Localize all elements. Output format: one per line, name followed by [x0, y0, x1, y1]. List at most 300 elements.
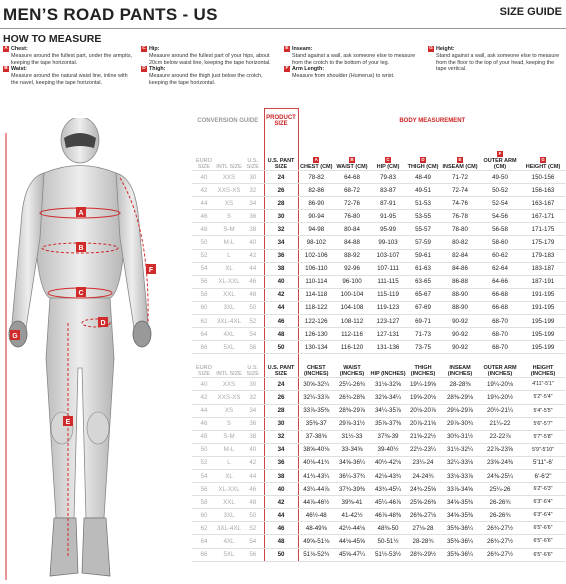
table-cell: XL-XXL	[216, 275, 242, 288]
table-cell: 78-82	[298, 171, 334, 184]
column-header-text: WAIST (CM)	[336, 164, 368, 170]
marker-f: F	[148, 267, 154, 274]
table-cell: 6'3"-6'4"	[520, 496, 566, 509]
column-header-text: HIP (INCHES)	[370, 371, 406, 378]
table-cell: 68-70	[480, 341, 520, 354]
column-header	[480, 133, 520, 171]
table-cell: 44	[264, 301, 298, 314]
column-header-text: INSEAM (INCHES)	[447, 365, 473, 378]
instruction-text: Stand against a wall, ask someone else to measure from the crotch to the bottom of your leg.	[292, 53, 416, 66]
letter-badge: A	[314, 157, 318, 162]
column-header	[264, 354, 298, 378]
column-header	[334, 354, 370, 378]
table-cell: 29⅞-31½	[334, 417, 370, 430]
inches-data-row	[192, 496, 566, 509]
table-cell: 37¾-39⅜	[334, 483, 370, 496]
body-figure	[0, 118, 190, 584]
table-cell: 123-127	[370, 315, 406, 328]
column-header-text: INSEAM (CM)	[442, 164, 478, 170]
instruction-text: Measure around the thigh just below the crotch, keeping the tape horizontal.	[149, 73, 263, 86]
table-cell: 191-195	[520, 301, 566, 314]
inches-data-row	[192, 430, 566, 443]
table-cell: 42	[242, 249, 264, 262]
table-cell: 48	[242, 288, 264, 301]
table-cell: 6'2"-6'3"	[520, 483, 566, 496]
column-header	[242, 354, 264, 378]
column-header	[216, 354, 242, 378]
table-cell: 28	[264, 197, 298, 210]
table-cell: 179-183	[520, 249, 566, 262]
instruction-text: Stand against a wall, ask someone else to measure from the floor to the top of your head, keeping the tape vertical.	[436, 53, 560, 73]
cm-data-row	[192, 315, 566, 328]
table-cell: 191-195	[520, 288, 566, 301]
column-header-text: CHEST (CM)	[300, 164, 333, 170]
table-cell: 35⅜-36¼	[440, 548, 480, 561]
table-group-header	[192, 109, 566, 133]
table-cell: 91-95	[370, 210, 406, 223]
table-cell: 100-104	[334, 288, 370, 301]
table-cell: 66-68	[480, 288, 520, 301]
inches-data-row	[192, 391, 566, 404]
table-cell: 62	[192, 522, 216, 535]
table-cell: L	[216, 249, 242, 262]
table-cell: 58-60	[480, 236, 520, 249]
column-header-text: HEIGHT (INCHES)	[530, 365, 556, 378]
table-cell: 5XL	[216, 341, 242, 354]
title-divider	[0, 28, 566, 29]
table-cell: 88-92	[334, 249, 370, 262]
table-cell: 28⅜-29⅞	[334, 404, 370, 417]
table-cell: 163-167	[520, 197, 566, 210]
table-cell: 19⅝-20⅛	[406, 391, 440, 404]
table-cell: 40½-42⅛	[370, 456, 406, 469]
table-cell: 19¼-19⅝	[406, 378, 440, 391]
table-cell: 87-91	[370, 197, 406, 210]
marker-d: D	[100, 320, 106, 327]
column-header-text: HEIGHT (CM)	[525, 164, 561, 170]
table-cell: 5'7"-5'8"	[520, 430, 566, 443]
table-cell: 195-199	[520, 315, 566, 328]
table-cell: 76-80	[334, 210, 370, 223]
table-cell: 60	[192, 301, 216, 314]
table-cell: 32	[242, 184, 264, 197]
table-cell: 44	[192, 197, 216, 210]
table-cell: 26	[264, 391, 298, 404]
inches-header-row	[192, 354, 566, 378]
table-cell: 33⅞-34⅝	[440, 483, 480, 496]
table-cell: 6'3"-6'4"	[520, 509, 566, 522]
instruction-label: Waist:	[11, 66, 27, 73]
product-size-label: PRODUCT SIZE	[264, 109, 298, 133]
table-cell: 20½-21¼	[480, 404, 520, 417]
table-cell: 76-78	[440, 210, 480, 223]
inches-data-row	[192, 456, 566, 469]
table-cell: 82-84	[440, 249, 480, 262]
table-cell: 183-187	[520, 262, 566, 275]
table-cell: 95-99	[370, 223, 406, 236]
table-cell: 24⅜-25¼	[480, 469, 520, 482]
table-cell: 99-103	[370, 236, 406, 249]
table-cell: 33⅛-33⅞	[440, 469, 480, 482]
table-cell: 24¾-25⅝	[406, 483, 440, 496]
column-header-text: HIP (CM)	[376, 164, 400, 170]
table-cell: M-L	[216, 236, 242, 249]
table-cell: 49-51	[406, 184, 440, 197]
table-cell: 33⅞-35⅜	[298, 404, 334, 417]
table-cell: 48	[242, 496, 264, 509]
table-cell: 38	[242, 430, 264, 443]
table-cell: 44⅞-46½	[298, 496, 334, 509]
table-cell: 64	[192, 328, 216, 341]
inches-data-row	[192, 535, 566, 548]
table-cell: 46½-48	[298, 509, 334, 522]
table-cell: 74-76	[440, 197, 480, 210]
letter-badge: G	[541, 157, 545, 162]
inches-data-row	[192, 509, 566, 522]
table-cell: 21¼-22	[480, 417, 520, 430]
table-cell: 24	[264, 171, 298, 184]
table-cell: 35⅜-37	[298, 417, 334, 430]
column-header	[264, 133, 298, 171]
table-cell: 56	[192, 275, 216, 288]
instructions-col-3	[284, 46, 422, 80]
table-cell: 92-96	[334, 262, 370, 275]
cm-data-row	[192, 328, 566, 341]
table-cell: 59-61	[406, 249, 440, 262]
cm-data-row	[192, 236, 566, 249]
table-cell: 90-94	[298, 210, 334, 223]
table-cell: 30	[242, 378, 264, 391]
inches-data-row	[192, 443, 566, 456]
column-header	[242, 133, 264, 171]
instruction-label: Chest:	[11, 46, 28, 52]
table-cell: 46	[192, 417, 216, 430]
table-cell: XXS	[216, 378, 242, 391]
table-cell: 3XL	[216, 509, 242, 522]
table-cell: 119-123	[370, 301, 406, 314]
table-cell: 48⅜-50	[370, 522, 406, 535]
table-cell: 38	[264, 469, 298, 482]
table-cell: 24-24¾	[406, 469, 440, 482]
letter-badge: F	[498, 151, 502, 156]
table-cell: 49-50	[480, 171, 520, 184]
cm-data-row	[192, 249, 566, 262]
column-header-text: U.S. PANT SIZE	[267, 158, 295, 170]
table-cell: 50	[264, 341, 298, 354]
table-cell: 48-49	[406, 171, 440, 184]
table-cell: 46	[264, 315, 298, 328]
table-cell: 46⅞-48⅜	[370, 509, 406, 522]
column-header-text: CHEST (INCHES)	[304, 365, 329, 378]
table-cell: 68-70	[480, 315, 520, 328]
instruction-height	[428, 46, 564, 73]
table-cell: 187-191	[520, 275, 566, 288]
table-cell: 71-72	[440, 171, 480, 184]
table-cell: M-L	[216, 443, 242, 456]
table-cell: 40	[192, 378, 216, 391]
table-cell: 35⅜-36¼	[440, 522, 480, 535]
table-cell: 26-26¾	[480, 509, 520, 522]
table-cell: 32¼-33⅛	[440, 456, 480, 469]
table-cell: 94-98	[298, 223, 334, 236]
table-cell: 66	[192, 341, 216, 354]
table-cell: 32	[242, 391, 264, 404]
table-cell: 54	[192, 262, 216, 275]
table-cell: 82-86	[298, 184, 334, 197]
table-cell: 131-136	[370, 341, 406, 354]
table-cell: XXS	[216, 171, 242, 184]
table-cell: 40	[242, 236, 264, 249]
table-cell: 90-92	[440, 328, 480, 341]
table-cell: XXL	[216, 288, 242, 301]
instruction-label: Hip:	[149, 46, 160, 52]
column-header-text: U.S. SIZE	[246, 365, 259, 378]
table-cell: 73-75	[406, 341, 440, 354]
table-cell: 26¾-27½	[480, 548, 520, 561]
table-cell: 79-83	[370, 171, 406, 184]
table-cell: 4XL	[216, 535, 242, 548]
table-cell: 3XL	[216, 301, 242, 314]
table-cell: 88-90	[440, 288, 480, 301]
table-cell: 118-122	[298, 301, 334, 314]
column-header	[440, 133, 480, 171]
inches-data-row	[192, 417, 566, 430]
table-cell: 46	[192, 210, 216, 223]
table-cell: 28¾-29½	[406, 548, 440, 561]
table-cell: 50	[192, 236, 216, 249]
table-cell: 34⅝-36¼	[334, 456, 370, 469]
letter-badge: D	[421, 157, 425, 162]
table-cell: 42	[264, 496, 298, 509]
column-header-text: EURO SIZE	[196, 158, 212, 170]
table-cell: 60-62	[480, 249, 520, 262]
table-cell: 28	[264, 404, 298, 417]
table-cell: 43¼-44⅞	[298, 483, 334, 496]
instructions-col-4	[428, 46, 564, 73]
table-cell: 80-84	[334, 223, 370, 236]
table-cell: 72-74	[440, 184, 480, 197]
table-cell: 61-63	[406, 262, 440, 275]
table-cell: 20⅞-21⅝	[406, 417, 440, 430]
inches-data-row	[192, 404, 566, 417]
table-cell: 104-108	[334, 301, 370, 314]
table-cell: 6'5"-6'6"	[520, 522, 566, 535]
table-cell: S-M	[216, 223, 242, 236]
table-cell: 63-65	[406, 275, 440, 288]
table-cell: 78-80	[440, 223, 480, 236]
table-cell: 52	[192, 249, 216, 262]
marker-a: A	[78, 210, 84, 217]
table-cell: 195-199	[520, 341, 566, 354]
table-cell: 43¾-45¼	[370, 483, 406, 496]
table-cell: 90-92	[440, 315, 480, 328]
table-cell: 40	[264, 483, 298, 496]
instruction-text: Measure around the natural waist line, inline with the navel, keeping the tape horizontal.	[11, 73, 128, 86]
table-cell: 42	[242, 456, 264, 469]
table-cell: 69-71	[406, 315, 440, 328]
table-cell: 22⅞-23⅝	[480, 443, 520, 456]
column-header-text: OUTER ARM (CM)	[483, 158, 517, 170]
table-cell: L	[216, 456, 242, 469]
table-cell: 50-52	[480, 184, 520, 197]
table-cell: XS	[216, 197, 242, 210]
table-cell: 84-86	[440, 262, 480, 275]
table-cell: 34	[242, 197, 264, 210]
table-cell: 68-72	[334, 184, 370, 197]
table-cell: 114-118	[298, 288, 334, 301]
table-cell: 58	[192, 496, 216, 509]
table-cell: S	[216, 210, 242, 223]
table-cell: 44	[242, 262, 264, 275]
inches-data-row	[192, 548, 566, 561]
inches-data-row	[192, 378, 566, 391]
table-cell: 150-156	[520, 171, 566, 184]
column-header	[370, 133, 406, 171]
table-cell: 46	[242, 275, 264, 288]
table-cell: 46	[242, 483, 264, 496]
table-cell: 40⅛-41¾	[298, 456, 334, 469]
table-cell: 28-28¾	[406, 535, 440, 548]
table-cell: XXS-XS	[216, 184, 242, 197]
instruction-label: Thigh:	[149, 66, 166, 73]
table-cell: 5XL	[216, 548, 242, 561]
table-cell: 26¾-27½	[480, 535, 520, 548]
table-cell: XL	[216, 469, 242, 482]
table-cell: 52	[242, 522, 264, 535]
instruction-waist	[3, 66, 133, 86]
table-cell: 21⅝-22½	[406, 430, 440, 443]
table-cell: 34⅝-35⅜	[440, 509, 480, 522]
table-cell: 30	[242, 171, 264, 184]
inches-data-row	[192, 522, 566, 535]
table-cell: 108-112	[334, 315, 370, 328]
table-cell: 24	[264, 378, 298, 391]
marker-g: G	[12, 333, 18, 340]
table-cell: 36	[264, 249, 298, 262]
table-cell: 56	[242, 548, 264, 561]
table-cell: 19¼-20⅛	[480, 378, 520, 391]
table-cell: 66	[192, 548, 216, 561]
table-cell: 36	[242, 210, 264, 223]
table-cell: 35⅞-37⅜	[370, 417, 406, 430]
table-cell: 126-130	[298, 328, 334, 341]
table-cell: 42⅛-43¾	[370, 469, 406, 482]
table-cell: 90-92	[440, 341, 480, 354]
table-cell: 56	[242, 341, 264, 354]
column-header-text: WAIST (INCHES)	[339, 365, 365, 378]
table-cell: 80-82	[440, 236, 480, 249]
column-header-text: OUTER ARM (INCHES)	[483, 365, 517, 378]
table-cell: 83-87	[370, 184, 406, 197]
instruction-inseam	[284, 46, 422, 66]
table-cell: 45⅝-47¼	[334, 548, 370, 561]
table-cell: 3XL-4XL	[216, 522, 242, 535]
letter-badge-d: D	[142, 66, 146, 72]
table-cell: 50	[192, 443, 216, 456]
table-cell: 27⅛-28	[406, 522, 440, 535]
column-header	[216, 133, 242, 171]
table-cell: 122-126	[298, 315, 334, 328]
instruction-hip	[141, 46, 277, 66]
table-cell: 54	[242, 328, 264, 341]
letter-badge: C	[386, 157, 390, 162]
table-cell: XS	[216, 404, 242, 417]
table-cell: 5'6"-5'7"	[520, 417, 566, 430]
table-cell: 26¾-28⅜	[334, 391, 370, 404]
table-cell: 64	[192, 535, 216, 548]
column-header	[406, 354, 440, 378]
cm-data-row	[192, 341, 566, 354]
table-cell: 45¼-46⅞	[370, 496, 406, 509]
column-header	[520, 354, 566, 378]
table-cell: 32⅝-34¼	[370, 391, 406, 404]
how-to-measure-title: HOW TO MEASURE	[3, 33, 102, 45]
table-cell: 22½-23¼	[406, 443, 440, 456]
table-cell: 50	[242, 301, 264, 314]
table-cell: 57-59	[406, 236, 440, 249]
table-cell: 72-76	[334, 197, 370, 210]
table-cell: 112-116	[334, 328, 370, 341]
table-cell: 103-107	[370, 249, 406, 262]
table-cell: 52	[192, 456, 216, 469]
cm-data-row	[192, 262, 566, 275]
column-header	[192, 133, 216, 171]
column-header	[480, 354, 520, 378]
table-cell: 167-171	[520, 210, 566, 223]
instructions-col-1	[3, 46, 133, 87]
table-cell: 62	[192, 315, 216, 328]
table-cell: 42½-44⅛	[334, 522, 370, 535]
table-cell: XL	[216, 262, 242, 275]
table-cell: 56-58	[480, 223, 520, 236]
table-cell: 32¼-33⅞	[298, 391, 334, 404]
table-cell: 41-42½	[334, 509, 370, 522]
instruction-chest	[3, 46, 133, 66]
letter-badge-e: E	[285, 46, 289, 51]
letter-badge-b: B	[4, 66, 8, 72]
table-cell: 54	[192, 469, 216, 482]
column-header	[334, 133, 370, 171]
table-cell: 28⅜-29⅛	[440, 391, 480, 404]
table-cell: 171-175	[520, 223, 566, 236]
table-cell: 5'9"-5'10"	[520, 443, 566, 456]
table-cell: XXL	[216, 496, 242, 509]
column-header	[370, 354, 406, 378]
table-cell: 156-163	[520, 184, 566, 197]
column-header	[406, 133, 440, 171]
table-cell: 86-90	[298, 197, 334, 210]
column-header	[520, 133, 566, 171]
marker-b: B	[78, 245, 84, 252]
table-cell: 30⅝-32¼	[298, 378, 334, 391]
table-cell: 25⅝-26⅜	[406, 496, 440, 509]
table-cell: 44	[192, 404, 216, 417]
table-cell: 38⅝-40⅛	[298, 443, 334, 456]
marker-e: E	[65, 419, 71, 426]
column-header	[298, 354, 334, 378]
instruction-label: Arm Length:	[292, 66, 325, 73]
table-cell: XXS-XS	[216, 391, 242, 404]
letter-badge: B	[350, 157, 354, 162]
instruction-text: Measure around the fullest part, under the armpits, keeping the tape horizontal.	[11, 53, 133, 66]
table-cell: 5'2"-5'4"	[520, 391, 566, 404]
table-cell: 6'5"-6'6"	[520, 535, 566, 548]
table-cell: 67-69	[406, 301, 440, 314]
table-cell: 51⅛-52¾	[298, 548, 334, 561]
table-cell: 195-199	[520, 328, 566, 341]
table-cell: 34	[264, 236, 298, 249]
table-cell: 48	[264, 535, 298, 548]
